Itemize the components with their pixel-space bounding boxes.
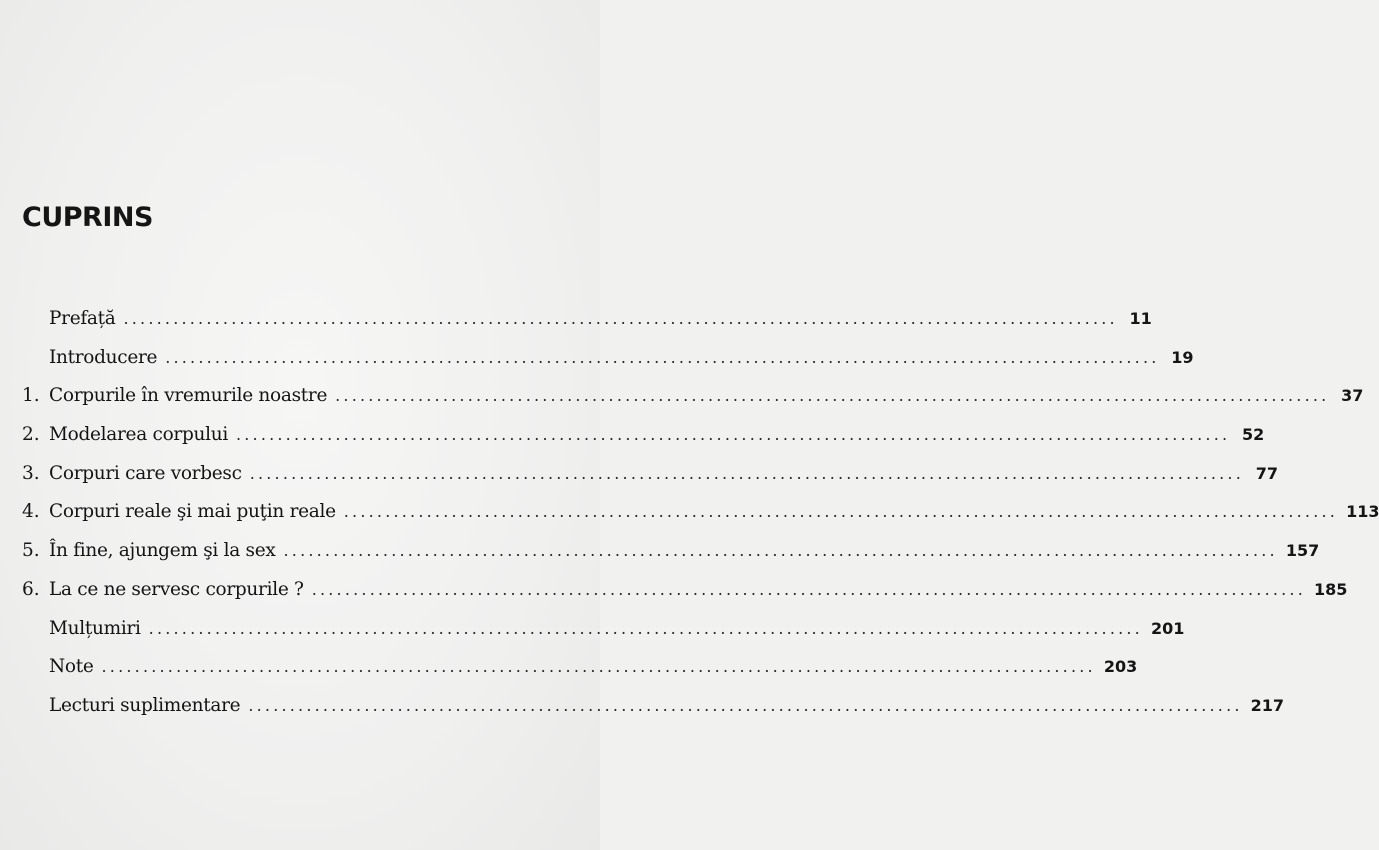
chapter-number: 1. bbox=[22, 385, 40, 407]
toc-entry bbox=[0, 460, 1278, 499]
toc-entry bbox=[0, 653, 1138, 692]
page-number: 19 bbox=[1171, 347, 1194, 367]
page-number: 201 bbox=[1150, 618, 1185, 638]
entry-title: Prefață bbox=[49, 308, 116, 329]
page-number: 77 bbox=[1255, 463, 1278, 483]
entry-line bbox=[49, 537, 1320, 565]
entry-title: La ce ne servesc corpurile ? bbox=[49, 578, 304, 600]
entry-line bbox=[49, 460, 1278, 488]
toc-entry bbox=[0, 382, 1364, 421]
page-number: 52 bbox=[1242, 425, 1265, 445]
entry-title: Corpurile în vremurile noastre bbox=[49, 385, 328, 407]
page-number: 157 bbox=[1285, 541, 1320, 561]
toc-entry bbox=[0, 576, 1348, 615]
contents-heading: CUPRINS bbox=[22, 202, 153, 233]
entry-title: Corpuri reale şi mai puţin reale bbox=[49, 501, 336, 523]
toc-entry bbox=[0, 537, 1320, 576]
dot-leader: ........................................................................................................................ bbox=[101, 657, 1096, 677]
entry-title: Modelarea corpului bbox=[49, 424, 228, 446]
entry-line bbox=[49, 692, 1285, 720]
entry-title: Note bbox=[49, 656, 94, 678]
dot-leader: ........................................................................................................................ bbox=[248, 695, 1243, 715]
page-number: 185 bbox=[1314, 579, 1348, 599]
chapter-number: 6. bbox=[22, 578, 40, 600]
entry-line bbox=[49, 305, 1152, 333]
dot-leader: ........................................................................................................................ bbox=[165, 347, 1160, 367]
entry-title: Mulțumiri bbox=[49, 617, 141, 639]
dot-leader: ........................................................................................................................ bbox=[235, 425, 1231, 445]
entry-line bbox=[49, 344, 1194, 372]
page-number: 217 bbox=[1250, 695, 1285, 715]
toc-entry bbox=[0, 615, 1185, 654]
page-number: 203 bbox=[1103, 657, 1138, 677]
entry-title: Corpuri care vorbesc bbox=[49, 462, 242, 484]
toc-entry bbox=[0, 305, 1152, 344]
chapter-number: 5. bbox=[22, 540, 40, 562]
toc-entry bbox=[0, 692, 1285, 731]
page-number: 37 bbox=[1341, 386, 1364, 406]
entry-line bbox=[49, 498, 1379, 526]
entry-title: În fine, ajungem şi la sex bbox=[49, 540, 276, 562]
dot-leader: ........................................................................................................................ bbox=[283, 541, 1278, 561]
dot-leader: ........................................................................................................................ bbox=[335, 386, 1330, 406]
entry-line bbox=[49, 653, 1138, 681]
dot-leader: ........................................................................................................................ bbox=[311, 579, 1306, 599]
table-of-contents bbox=[0, 305, 1379, 731]
dot-leader: ........................................................................................................................ bbox=[123, 309, 1118, 328]
entry-line bbox=[49, 615, 1185, 643]
toc-entry bbox=[0, 421, 1265, 460]
entry-line bbox=[49, 576, 1348, 604]
chapter-number: 4. bbox=[22, 501, 40, 523]
dot-leader: ........................................................................................................................ bbox=[249, 463, 1244, 483]
dot-leader: ........................................................................................................................ bbox=[343, 502, 1339, 522]
page-number: 113 bbox=[1346, 502, 1379, 522]
entry-title: Lecturi suplimentare bbox=[49, 694, 241, 716]
dot-leader: ........................................................................................................................ bbox=[148, 618, 1143, 638]
entry-line bbox=[49, 421, 1265, 449]
toc-entry bbox=[0, 498, 1379, 537]
page-number: 11 bbox=[1129, 309, 1152, 328]
entry-line bbox=[49, 382, 1364, 410]
toc-entry bbox=[0, 344, 1194, 383]
chapter-number: 2. bbox=[22, 424, 40, 446]
chapter-number: 3. bbox=[22, 462, 40, 484]
entry-title: Introducere bbox=[49, 346, 158, 368]
